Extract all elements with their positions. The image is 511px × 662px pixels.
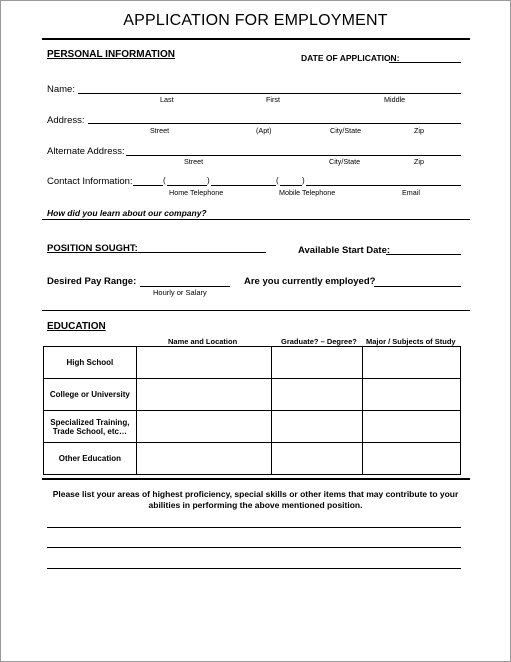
- edu-cell-graduate-degree[interactable]: [272, 411, 363, 443]
- position-section-rule: [42, 310, 470, 311]
- skills-prompt: Please list your areas of highest proficiency, special skills or other items that may contribute to your abilities in performing the above mentioned position.: [52, 489, 459, 510]
- edu-row-label-other: Other Education: [44, 443, 137, 475]
- home-phone-prefix-line: [133, 185, 163, 186]
- home-area-code-field[interactable]: [167, 185, 207, 186]
- edu-cell-graduate-degree[interactable]: [272, 379, 363, 411]
- edu-cell-major-subjects[interactable]: [362, 379, 460, 411]
- mobile-area-close-paren: ): [302, 176, 305, 185]
- edu-row-label-high-school: High School: [44, 347, 137, 379]
- alternate-address-label: Alternate Address:: [47, 146, 125, 157]
- contact-info-label: Contact Information:: [47, 176, 133, 187]
- home-area-close-paren: ): [207, 176, 210, 185]
- name-sub-first: First: [266, 95, 280, 104]
- alt-address-sub-zip: Zip: [414, 157, 424, 166]
- edu-cell-major-subjects[interactable]: [362, 411, 460, 443]
- currently-employed-label: Are you currently employed?: [244, 276, 376, 287]
- mobile-area-open-paren: (: [276, 176, 279, 185]
- edu-row-label-specialized: Specialized Training, Trade School, etc…: [44, 411, 137, 443]
- name-sub-middle: Middle: [384, 95, 406, 104]
- edu-cell-name-location[interactable]: [136, 411, 271, 443]
- edu-cell-graduate-degree[interactable]: [272, 347, 363, 379]
- edu-col-graduate-degree: Graduate? – Degree?: [281, 337, 357, 346]
- desired-pay-range-field[interactable]: [140, 286, 230, 287]
- position-sought-field[interactable]: [138, 252, 266, 253]
- position-sought-label: POSITION SOUGHT:: [47, 243, 138, 254]
- name-label: Name:: [47, 84, 75, 95]
- name-field[interactable]: [78, 93, 461, 94]
- desired-pay-range-label: Desired Pay Range:: [47, 276, 137, 287]
- alternate-address-field[interactable]: [126, 155, 461, 156]
- skills-line-1[interactable]: [47, 527, 461, 528]
- contact-sub-mobile: Mobile Telephone: [279, 188, 336, 197]
- form-title: APPLICATION FOR EMPLOYMENT: [123, 12, 388, 29]
- alt-address-sub-city-state: City/State: [329, 157, 361, 166]
- date-of-application-label: DATE OF APPLICATION:: [301, 53, 400, 63]
- edu-col-major-subjects: Major / Subjects of Study: [366, 337, 456, 346]
- address-sub-zip: Zip: [414, 126, 424, 135]
- date-of-application-field[interactable]: [389, 62, 461, 63]
- mobile-email-field[interactable]: [306, 185, 461, 186]
- table-row: [44, 347, 461, 379]
- mobile-area-code-field[interactable]: [280, 185, 302, 186]
- skills-line-3[interactable]: [47, 568, 461, 569]
- edu-cell-major-subjects[interactable]: [362, 443, 460, 475]
- home-telephone-field[interactable]: [211, 185, 276, 186]
- available-start-date-label: Available Start Date:: [298, 245, 391, 256]
- pay-sub-hourly-salary: Hourly or Salary: [153, 288, 207, 297]
- address-sub-street: Street: [150, 126, 170, 135]
- education-table: [43, 346, 461, 475]
- address-field[interactable]: [88, 123, 461, 124]
- table-row: [44, 379, 461, 411]
- edu-cell-name-location[interactable]: [136, 379, 271, 411]
- edu-row-label-college: College or University: [44, 379, 137, 411]
- education-section-rule: [42, 478, 470, 480]
- contact-sub-home: Home Telephone: [169, 188, 224, 197]
- address-sub-apt: (Apt): [256, 126, 272, 135]
- edu-cell-name-location[interactable]: [136, 443, 271, 475]
- title-rule: [42, 38, 470, 40]
- address-label: Address:: [47, 115, 85, 126]
- skills-line-2[interactable]: [47, 547, 461, 548]
- home-area-open-paren: (: [163, 176, 166, 185]
- contact-sub-email: Email: [402, 188, 420, 197]
- currently-employed-field[interactable]: [374, 286, 461, 287]
- table-row: [44, 443, 461, 475]
- personal-section-rule: [42, 219, 470, 220]
- edu-cell-major-subjects[interactable]: [362, 347, 460, 379]
- name-sub-last: Last: [160, 95, 174, 104]
- table-row: [44, 411, 461, 443]
- address-sub-city-state: City/State: [330, 126, 362, 135]
- edu-cell-name-location[interactable]: [136, 347, 271, 379]
- education-heading: EDUCATION: [47, 321, 106, 332]
- available-start-date-field[interactable]: [386, 254, 461, 255]
- edu-col-name-location: Name and Location: [168, 337, 238, 346]
- edu-cell-graduate-degree[interactable]: [272, 443, 363, 475]
- learned-about-company-label: How did you learn about our company?: [47, 208, 207, 218]
- alt-address-sub-street: Street: [184, 157, 204, 166]
- personal-info-heading: PERSONAL INFORMATION: [47, 49, 175, 60]
